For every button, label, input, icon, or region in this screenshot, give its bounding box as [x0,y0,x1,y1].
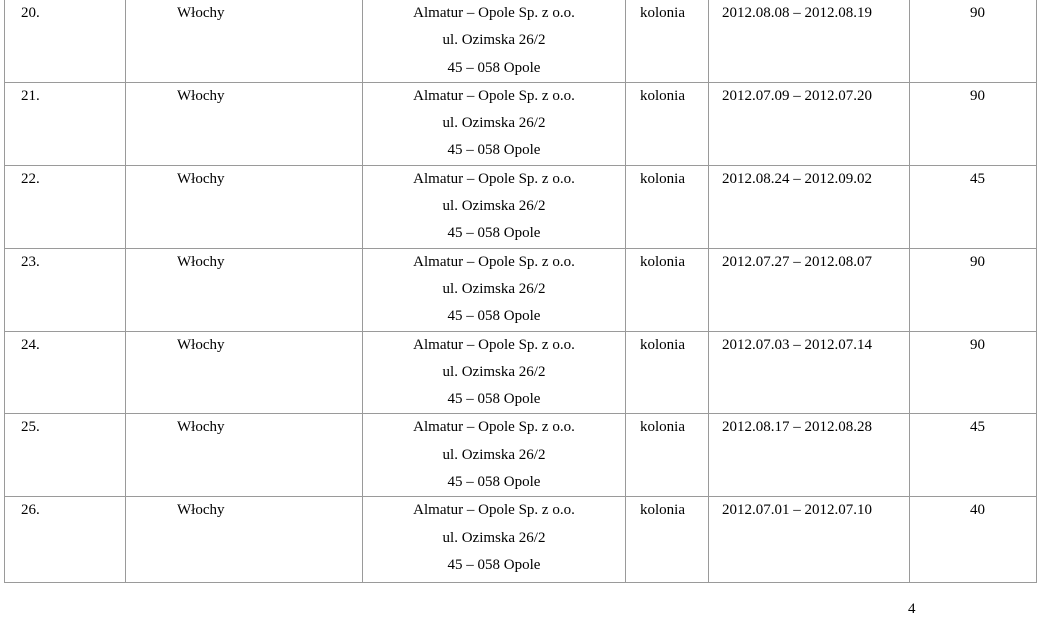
country-cell [126,165,363,248]
participants-count: 90 [970,5,985,21]
trip-dates-cell [709,165,910,248]
participants-cell [910,331,1037,414]
organizer-org-street: ul. Ozimska 26/2 [442,529,546,546]
participants-cell [910,0,1037,82]
table-row [5,82,1037,165]
table-row [5,0,1037,82]
trip-type-type: kolonia [640,336,685,353]
table-row [5,248,1037,331]
organizer-cell [363,0,626,82]
participants-cell [910,497,1037,583]
row-number-cell [5,497,126,583]
row-number-cell [5,248,126,331]
organizer-org-name: Almatur – Opole Sp. z o.o. [413,170,575,187]
trip-dates-dates: 2012.08.08 – 2012.08.19 [722,5,872,21]
row-number-cell [5,82,126,165]
organizer-cell [363,82,626,165]
trips-table-body [5,0,1037,583]
participants-cell [910,165,1037,248]
trip-type-type: kolonia [640,419,685,436]
organizer-cell [363,165,626,248]
trip-type-cell [626,82,709,165]
row-number-cell [5,0,126,82]
organizer-cell [363,497,626,583]
organizer-org-name: Almatur – Opole Sp. z o.o. [413,419,575,436]
organizer-org-name: Almatur – Opole Sp. z o.o. [413,5,575,21]
participants-count: 90 [970,87,985,104]
country-country: Włochy [177,87,225,104]
row-number-no: 24. [21,336,40,353]
country-cell [126,497,363,583]
participants-cell [910,414,1037,497]
country-country: Włochy [177,502,225,519]
trip-dates-dates: 2012.07.09 – 2012.07.20 [722,87,872,104]
trip-type-cell [626,497,709,583]
trip-type-cell [626,414,709,497]
trip-type-cell [626,331,709,414]
country-country: Włochy [177,336,225,353]
row-number-no: 21. [21,87,40,104]
country-cell [126,82,363,165]
row-number-cell [5,331,126,414]
trip-dates-dates: 2012.08.24 – 2012.09.02 [722,170,872,187]
organizer-org-city: 45 – 058 Opole [447,391,541,408]
organizer-org-city: 45 – 058 Opole [447,59,541,76]
row-number-no: 26. [21,502,40,519]
organizer-cell [363,414,626,497]
organizer-org-city: 45 – 058 Opole [447,308,541,325]
organizer-org-street: ul. Ozimska 26/2 [442,198,546,215]
table-row [5,414,1037,497]
trip-dates-dates: 2012.08.17 – 2012.08.28 [722,419,872,436]
trip-dates-cell [709,414,910,497]
organizer-org-street: ul. Ozimska 26/2 [442,446,546,463]
organizer-org-city: 45 – 058 Opole [447,474,541,491]
participants-count: 90 [970,336,985,353]
organizer-org-name: Almatur – Opole Sp. z o.o. [413,502,575,519]
organizer-org-street: ul. Ozimska 26/2 [442,115,546,132]
organizer-org-name: Almatur – Opole Sp. z o.o. [413,87,575,104]
table-row [5,331,1037,414]
trips-table [4,0,1037,583]
organizer-org-city: 45 – 058 Opole [447,142,541,159]
trip-type-type: kolonia [640,502,685,519]
trip-dates-dates: 2012.07.03 – 2012.07.14 [722,336,872,353]
trip-type-type: kolonia [640,170,685,187]
country-country: Włochy [177,419,225,436]
table-row [5,165,1037,248]
row-number-no: 22. [21,170,40,187]
country-cell [126,331,363,414]
country-country: Włochy [177,5,225,21]
organizer-org-city: 45 – 058 Opole [447,225,541,242]
trip-type-cell [626,248,709,331]
trip-dates-cell [709,497,910,583]
organizer-org-street: ul. Ozimska 26/2 [442,363,546,380]
trip-dates-cell [709,331,910,414]
participants-count: 40 [970,502,985,519]
trip-type-type: kolonia [640,5,685,21]
trip-dates-dates: 2012.07.01 – 2012.07.10 [722,502,872,519]
organizer-org-street: ul. Ozimska 26/2 [442,32,546,49]
row-number-no: 23. [21,253,40,270]
trip-type-cell [626,0,709,82]
row-number-cell [5,165,126,248]
organizer-cell [363,248,626,331]
participants-cell [910,248,1037,331]
participants-count: 90 [970,253,985,270]
trip-type-type: kolonia [640,87,685,104]
row-number-cell [5,414,126,497]
trip-dates-cell [709,248,910,331]
trip-dates-cell [709,82,910,165]
organizer-org-name: Almatur – Opole Sp. z o.o. [413,336,575,353]
row-number-no: 20. [21,5,40,21]
organizer-cell [363,331,626,414]
country-country: Włochy [177,253,225,270]
country-cell [126,0,363,82]
country-country: Włochy [177,170,225,187]
participants-count: 45 [970,170,985,187]
table-row [5,497,1037,583]
country-cell [126,248,363,331]
trip-dates-dates: 2012.07.27 – 2012.08.07 [722,253,872,270]
organizer-org-name: Almatur – Opole Sp. z o.o. [413,253,575,270]
organizer-org-street: ul. Ozimska 26/2 [442,280,546,297]
trip-dates-cell [709,0,910,82]
trip-type-type: kolonia [640,253,685,270]
participants-cell [910,82,1037,165]
participants-count: 45 [970,419,985,436]
page-number: 4 [908,601,916,617]
organizer-org-city: 45 – 058 Opole [447,556,541,573]
row-number-no: 25. [21,419,40,436]
trip-type-cell [626,165,709,248]
country-cell [126,414,363,497]
